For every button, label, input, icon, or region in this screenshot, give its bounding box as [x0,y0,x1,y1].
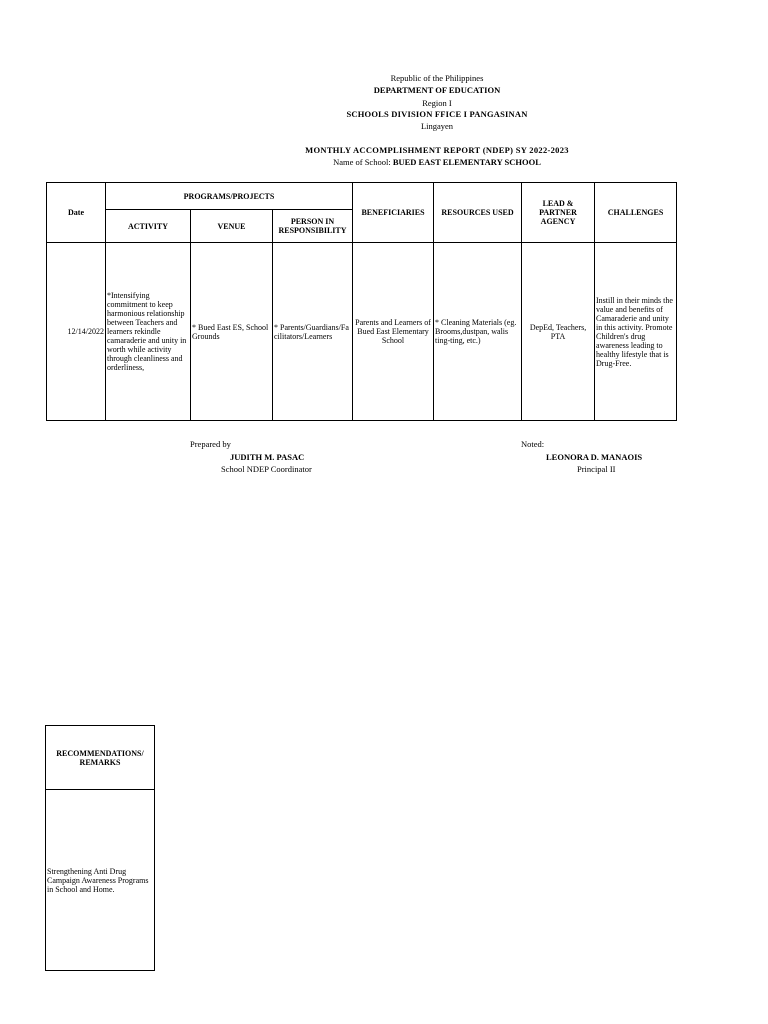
prepared-by-title: School NDEP Coordinator [221,464,312,474]
table-row [47,243,677,421]
header-republic: Republic of the Philippines [390,73,484,83]
header-challenges: CHALLENGES [595,183,677,243]
recommendations-table [45,725,155,971]
prepared-by-label: Prepared by [190,439,231,449]
cell-activity: *Intensifying commitment to keep harmonious relationship between Teachers and learners rekindle camaraderie and unity in worth while activity through cleanliness and orderliness, [106,243,191,421]
accomplishment-table [46,182,677,421]
school-label: Name of School: [333,157,393,167]
cell-venue: * Bued East ES, School Grounds [191,243,273,421]
recommendations-header: RECOMMENDATIONS/ REMARKS [46,726,155,790]
header-venue: VENUE [191,210,273,243]
cell-lead: DepEd, Teachers, PTA [522,243,595,421]
header-department: DEPARTMENT OF EDUCATION [373,85,501,95]
cell-challenges: Instill in their minds the value and benefits of Camaraderie and unity in this activity. Promote Children's drug awareness leading to healthy lifestyle that is Drug-Free. [595,243,677,421]
noted-title: Principal II [577,464,616,474]
header-person: PERSON IN RESPONSIBILITY [273,210,353,243]
header-lead-agency: LEAD & PARTNER AGENCY [522,183,595,243]
header-date: Date [47,183,106,243]
header-activity: ACTIVITY [106,210,191,243]
header-location: Lingayen [420,121,454,131]
report-title: MONTHLY ACCOMPLISHMENT REPORT (NDEP) SY 2022-2023 [305,145,569,155]
recommendations-body: Strengthening Anti Drug Campaign Awareness Programs in School and Home. [46,790,155,971]
noted-name: LEONORA D. MANAOIS [546,452,643,462]
header-resources: RESOURCES USED [434,183,522,243]
table-header-row-1 [47,183,677,210]
prepared-by-name: JUDITH M. PASAC [230,452,305,462]
header-beneficiaries: BENEFICIARIES [353,183,434,243]
school-line [53,157,768,167]
header-region: Region I [422,98,452,108]
cell-person: * Parents/Guardians/Facilitators/Learners [273,243,353,421]
header-programs: PROGRAMS/PROJECTS [106,183,353,210]
noted-label: Noted: [521,439,545,449]
header-division: SCHOOLS DIVISION FFICE I PANGASINAN [346,109,528,119]
cell-resources: * Cleaning Materials (eg. Brooms,dustpan, walis ting-ting, etc.) [434,243,522,421]
school-name: BUED EAST ELEMENTARY SCHOOL [392,157,541,167]
cell-beneficiaries: Parents and Learners of Bued East Elementary School [353,243,434,421]
cell-date: 12/14/2022 [47,243,106,421]
